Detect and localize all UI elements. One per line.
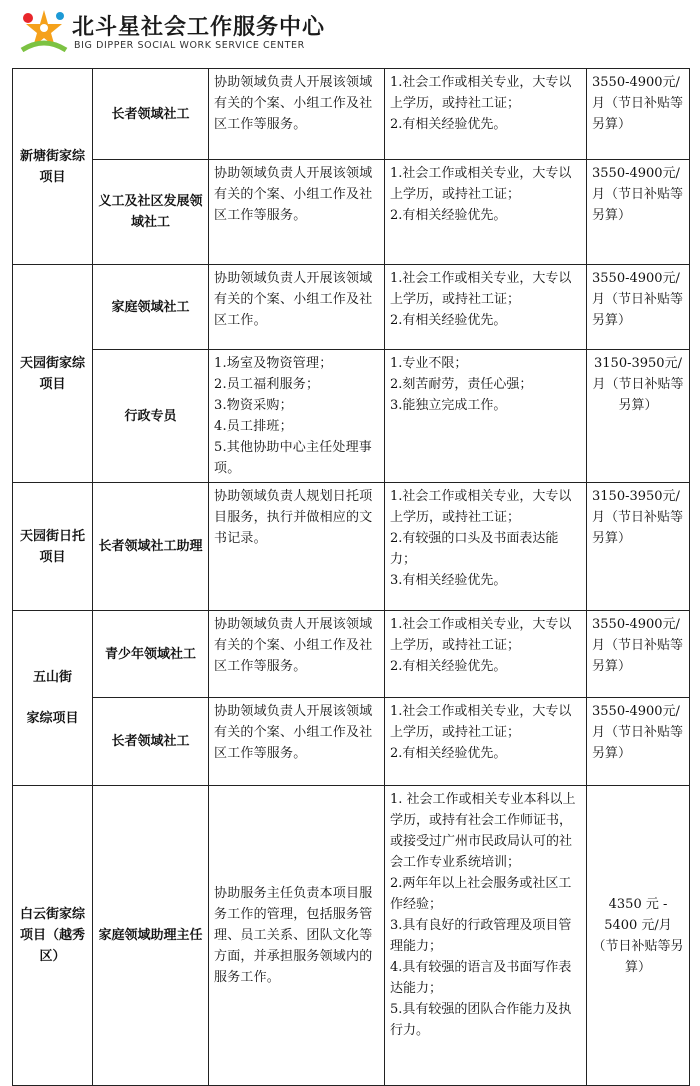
requirement-item: 1.专业不限； xyxy=(390,356,468,371)
position-salary: 3150-3950元/月（节日补贴等另算） xyxy=(587,483,690,611)
position-title: 义工及社区发展领域社工 xyxy=(93,160,209,265)
position-duties: 协助服务主任负责本项目服务工作的管理，包括服务管理、员工关系、团队文化等方面，并承担服务领域内的服务工作。 xyxy=(209,786,385,1086)
position-title: 家庭领域社工 xyxy=(93,265,209,350)
requirement-item: 3.能独立完成工作。 xyxy=(390,398,507,413)
requirement-item: 3.具有良好的行政管理及项目管理能力； xyxy=(390,918,572,954)
position-requirements xyxy=(385,483,587,611)
table-row xyxy=(13,160,690,265)
requirement-item: 2.有相关经验优先。 xyxy=(390,117,507,132)
table-row xyxy=(13,698,690,786)
requirement-item: 2.有相关经验优先。 xyxy=(390,313,507,328)
position-salary: 3550-4900元/月（节日补贴等另算） xyxy=(587,611,690,698)
requirement-item: 2.有相关经验优先。 xyxy=(390,746,507,761)
project-name-line: 五山街 xyxy=(32,670,72,685)
requirement-item: 1.社会工作或相关专业，大专以上学历，或持社工证； xyxy=(390,166,572,202)
requirement-item: 1. 社会工作或相关专业本科以上学历，或持有社会工作师证书，或接受过广州市民政局认可的社会工作专业系统培训； xyxy=(390,792,576,870)
position-title: 长者领域社工 xyxy=(93,69,209,160)
position-salary: 4350 元 - 5400 元/月（节日补贴等另算） xyxy=(587,786,690,1086)
brand-name-en: BIG DIPPER SOCIAL WORK SERVICE CENTER xyxy=(74,40,305,51)
duty-item: 1.场室及物资管理； xyxy=(214,356,333,371)
table-row xyxy=(13,265,690,350)
duty-item: 4.员工排班； xyxy=(214,419,293,434)
position-salary: 3550-4900元/月（节日补贴等另算） xyxy=(587,698,690,786)
position-duties xyxy=(209,350,385,483)
requirement-item: 2.有较强的口头及书面表达能力； xyxy=(390,531,559,567)
position-duties: 协助领域负责人开展该领域有关的个案、小组工作及社区工作等服务。 xyxy=(209,698,385,786)
project-name: 天园街日托项目 xyxy=(13,483,93,611)
requirement-item: 1.社会工作或相关专业，大专以上学历，或持社工证； xyxy=(390,75,572,111)
project-name: 白云街家综项目（越秀区） xyxy=(13,786,93,1086)
project-name xyxy=(13,611,93,786)
project-name-line: 家综项目 xyxy=(26,711,79,726)
requirement-item: 1.社会工作或相关专业，大专以上学历，或持社工证； xyxy=(390,704,572,740)
position-duties: 协助领域负责人开展该领域有关的个案、小组工作及社区工作等服务。 xyxy=(209,160,385,265)
position-salary: 3550-4900元/月（节日补贴等另算） xyxy=(587,69,690,160)
job-table xyxy=(12,68,690,1086)
table-row xyxy=(13,350,690,483)
position-salary: 3550-4900元/月（节日补贴等另算） xyxy=(587,265,690,350)
position-requirements xyxy=(385,786,587,1086)
requirement-item: 5.具有较强的团队合作能力及执行力。 xyxy=(390,1002,572,1038)
position-duties: 协助领域负责人开展该领域有关的个案、小组工作及社区工作。 xyxy=(209,265,385,350)
requirement-item: 4.具有较强的语言及书面写作表达能力； xyxy=(390,960,572,996)
position-requirements xyxy=(385,350,587,483)
position-requirements xyxy=(385,160,587,265)
requirement-item: 1.社会工作或相关专业，大专以上学历，或持社工证； xyxy=(390,617,572,653)
table-row xyxy=(13,69,690,160)
position-requirements xyxy=(385,611,587,698)
position-title: 行政专员 xyxy=(93,350,209,483)
duty-item: 5.其他协助中心主任处理事项。 xyxy=(214,440,373,476)
duty-item: 3.物资采购； xyxy=(214,398,293,413)
position-title: 长者领域社工 xyxy=(93,698,209,786)
requirement-item: 2.刻苦耐劳，责任心强； xyxy=(390,377,533,392)
position-salary: 3150-3950元/月（节日补贴等另算） xyxy=(587,350,690,483)
requirement-item: 1.社会工作或相关专业，大专以上学历，或持社工证； xyxy=(390,271,572,307)
big-dipper-logo-icon xyxy=(14,6,74,58)
position-title: 长者领域社工助理 xyxy=(93,483,209,611)
requirement-item: 3.有相关经验优先。 xyxy=(390,573,507,588)
project-name: 天园街家综项目 xyxy=(13,265,93,483)
table-row xyxy=(13,786,690,1086)
table-row xyxy=(13,483,690,611)
requirement-item: 2.有相关经验优先。 xyxy=(390,208,507,223)
brand-name-cn: 北斗星社会工作服务中心 xyxy=(72,15,326,40)
position-duties: 协助领域负责人开展该领域有关的个案、小组工作及社区工作等服务。 xyxy=(209,611,385,698)
position-duties: 协助领域负责人开展该领域有关的个案、小组工作及社区工作等服务。 xyxy=(209,69,385,160)
duty-item: 2.员工福利服务； xyxy=(214,377,320,392)
requirement-item: 1.社会工作或相关专业，大专以上学历，或持社工证； xyxy=(390,489,572,525)
position-title: 家庭领域助理主任 xyxy=(93,786,209,1086)
requirement-item: 2.两年年以上社会服务或社区工作经验； xyxy=(390,876,572,912)
position-requirements xyxy=(385,69,587,160)
position-requirements xyxy=(385,698,587,786)
position-title: 青少年领域社工 xyxy=(93,611,209,698)
position-duties: 协助领域负责人规划日托项目服务，执行并做相应的文书记录。 xyxy=(209,483,385,611)
project-name: 新塘街家综项目 xyxy=(13,69,93,265)
page-header xyxy=(14,6,434,62)
position-requirements xyxy=(385,265,587,350)
requirement-item: 2.有相关经验优先。 xyxy=(390,659,507,674)
table-row xyxy=(13,611,690,698)
position-salary: 3550-4900元/月（节日补贴等另算） xyxy=(587,160,690,265)
